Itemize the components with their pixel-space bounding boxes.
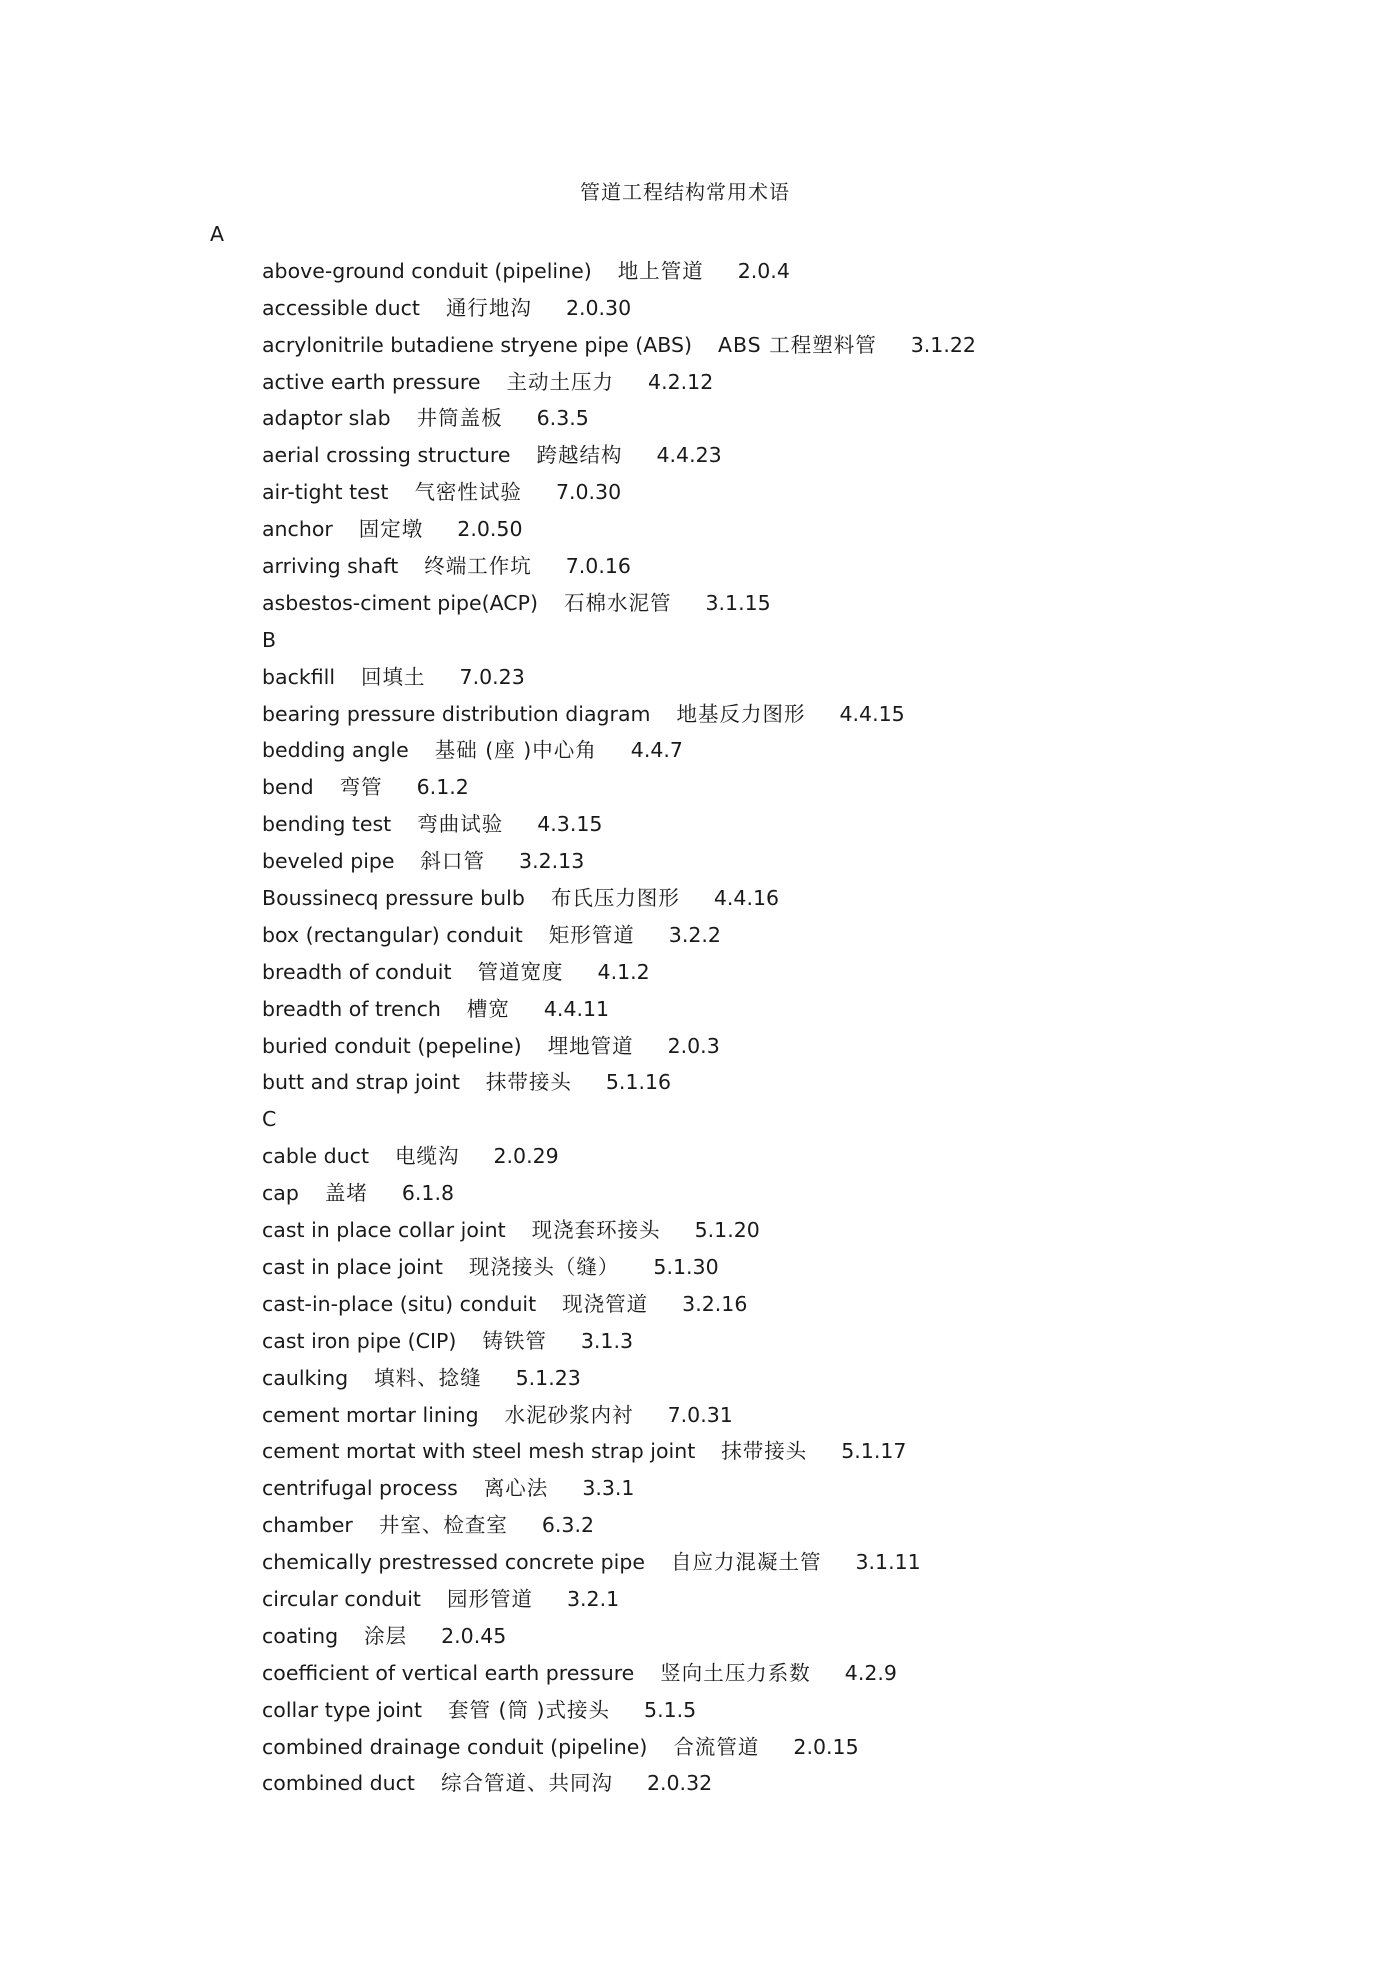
- glossary-entry: [262, 1618, 1310, 1655]
- term-english: bedding angle: [262, 738, 409, 763]
- term-chinese: 斜口管: [420, 849, 486, 874]
- section-number: 3.1.3: [580, 1328, 634, 1353]
- term-chinese: 固定墩: [358, 517, 424, 542]
- term-english: box (rectangular) conduit: [262, 922, 523, 947]
- term-english: coating: [262, 1623, 339, 1648]
- term-chinese: 抹带接头: [721, 1439, 808, 1464]
- section-number: 4.4.11: [543, 996, 610, 1021]
- term-chinese: 弯管: [339, 775, 383, 800]
- glossary-entry: [262, 1360, 1310, 1397]
- term-chinese: 通行地沟: [445, 295, 532, 320]
- section-number: 3.3.1: [582, 1476, 635, 1501]
- term-english: cast in place joint: [262, 1254, 443, 1279]
- section-number: 5.1.17: [841, 1439, 907, 1464]
- term-chinese: 现浇套环接头: [531, 1218, 661, 1243]
- section-number: 3.1.22: [910, 332, 976, 357]
- section-number: 4.1.2: [597, 959, 650, 984]
- section-number: 6.3.5: [536, 406, 589, 431]
- term-chinese: 布氏压力图形: [550, 886, 680, 911]
- term-english: bend: [262, 775, 314, 800]
- glossary-entry: [262, 1692, 1310, 1729]
- term-chinese: 石棉水泥管: [563, 590, 672, 615]
- section-number: 2.0.50: [457, 517, 523, 542]
- glossary-entry: [262, 1507, 1310, 1544]
- section-letter: A: [210, 222, 225, 246]
- section-number: 5.1.5: [644, 1697, 697, 1722]
- term-chinese: 弯曲试验: [417, 812, 504, 837]
- section-number: 7.0.30: [555, 480, 622, 505]
- section-number: 4.3.15: [537, 812, 603, 837]
- glossary-entry: [262, 548, 1310, 585]
- section-number: 6.1.8: [401, 1181, 455, 1206]
- term-english: aerial crossing structure: [262, 443, 511, 468]
- term-chinese: 合流管道: [673, 1734, 760, 1759]
- glossary-entry: [262, 991, 1310, 1028]
- glossary-entry: [262, 1765, 1310, 1802]
- term-chinese: 矩形管道: [548, 922, 635, 947]
- section-number: 6.3.2: [541, 1513, 595, 1538]
- term-english: cable duct: [262, 1144, 369, 1169]
- section-number: 3.1.15: [705, 590, 771, 615]
- term-english: centrifugal process: [262, 1476, 458, 1501]
- glossary-entry: [262, 954, 1310, 991]
- section-number: 5.1.20: [694, 1218, 760, 1243]
- glossary-entry: [262, 1212, 1310, 1249]
- term-chinese: 基础 (座 )中心角: [434, 738, 597, 763]
- section-number: 4.4.16: [713, 886, 780, 911]
- term-english: Boussinecq pressure bulb: [262, 886, 525, 911]
- term-english: combined duct: [262, 1771, 415, 1796]
- glossary-entry: [262, 1470, 1310, 1507]
- term-english: breadth of trench: [262, 996, 441, 1021]
- term-english: adaptor slab: [262, 406, 391, 431]
- glossary-entry: [262, 696, 1310, 733]
- section-number: 4.2.12: [648, 369, 714, 394]
- glossary-entry: [262, 474, 1310, 511]
- section-number: 7.0.31: [667, 1402, 733, 1427]
- term-english: above-ground conduit (pipeline): [262, 258, 592, 283]
- term-chinese: 综合管道、共同沟: [440, 1771, 613, 1796]
- term-chinese: 涂层: [364, 1623, 408, 1648]
- glossary-entry: [262, 659, 1310, 696]
- term-chinese: 铸铁管: [482, 1328, 547, 1353]
- term-english: anchor: [262, 517, 333, 542]
- section-number: 3.2.13: [519, 849, 585, 874]
- glossary-entry: [262, 1064, 1310, 1101]
- term-english: caulking: [262, 1365, 349, 1390]
- term-chinese: 园形管道: [446, 1586, 533, 1611]
- term-english: acrylonitrile butadiene stryene pipe (ABS): [262, 332, 692, 357]
- term-chinese: 盖堵: [324, 1181, 368, 1206]
- term-english: backfill: [262, 664, 336, 689]
- glossary-entry: [262, 1323, 1310, 1360]
- term-english: arriving shaft: [262, 554, 399, 579]
- term-chinese: 离心法: [483, 1476, 549, 1501]
- section-number: 4.4.23: [656, 443, 722, 468]
- glossary-entry: [262, 1175, 1310, 1212]
- term-chinese: 井筒盖板: [416, 406, 503, 431]
- term-english: chamber: [262, 1513, 353, 1538]
- glossary-entry: [262, 511, 1310, 548]
- term-chinese: 井室、检查室: [378, 1513, 508, 1538]
- term-chinese: 填料、捻缝: [374, 1365, 482, 1390]
- glossary-entry: [262, 290, 1310, 327]
- glossary-entry: [262, 917, 1310, 954]
- term-english: asbestos-ciment pipe(ACP): [262, 590, 538, 615]
- section-number: 4.4.7: [630, 738, 683, 763]
- section-number: 2.0.15: [793, 1734, 859, 1759]
- term-chinese: 回填土: [361, 664, 426, 689]
- term-chinese: 竖向土压力系数: [660, 1660, 811, 1685]
- term-chinese: ABS 工程塑料管: [717, 332, 877, 357]
- term-chinese: 埋地管道: [547, 1033, 634, 1058]
- term-english: combined drainage conduit (pipeline): [262, 1734, 648, 1759]
- glossary-entry: [262, 1028, 1310, 1065]
- section-number: 2.0.29: [493, 1144, 559, 1169]
- glossary-entry: [262, 1544, 1310, 1581]
- glossary-entry: [262, 327, 1310, 364]
- glossary-entry: [262, 364, 1310, 401]
- term-chinese: 槽宽: [466, 996, 510, 1021]
- term-chinese: 现浇管道: [562, 1291, 649, 1316]
- term-chinese: 跨越结构: [536, 443, 623, 468]
- glossary-entry: [262, 1249, 1310, 1286]
- term-chinese: 水泥砂浆内衬: [504, 1402, 634, 1427]
- term-english: bending test: [262, 812, 392, 837]
- glossary-entry: [262, 400, 1310, 437]
- glossary-entry: [262, 1397, 1310, 1434]
- term-english: active earth pressure: [262, 369, 481, 394]
- term-english: cast iron pipe (CIP): [262, 1328, 457, 1353]
- section-number: 5.1.23: [515, 1365, 581, 1390]
- document-title: 管道工程结构常用术语: [580, 180, 790, 204]
- section-number: 4.2.9: [844, 1660, 897, 1685]
- term-chinese: 管道宽度: [477, 959, 564, 984]
- term-english: buried conduit (pepeline): [262, 1033, 522, 1058]
- term-english: cast-in-place (situ) conduit: [262, 1291, 537, 1316]
- glossary-list: [210, 216, 1310, 1802]
- section-number: 3.1.11: [855, 1550, 921, 1575]
- glossary-entry: [262, 843, 1310, 880]
- term-chinese: 终端工作坑: [424, 554, 532, 579]
- section-number: 2.0.32: [646, 1771, 713, 1796]
- glossary-entry: [262, 253, 1310, 290]
- glossary-entry: [262, 1729, 1310, 1766]
- glossary-entry: [262, 1138, 1310, 1175]
- term-chinese: 抹带接头: [485, 1070, 572, 1095]
- glossary-entry: [262, 769, 1310, 806]
- section-number: 4.4.15: [839, 701, 905, 726]
- term-chinese: 主动土压力: [506, 369, 615, 394]
- term-english: chemically prestressed concrete pipe: [262, 1550, 645, 1575]
- term-chinese: 气密性试验: [414, 480, 522, 505]
- section-number: 3.2.16: [682, 1291, 748, 1316]
- term-english: accessible duct: [262, 295, 420, 320]
- term-chinese: 自应力混凝土管: [671, 1550, 822, 1575]
- glossary-entry: [262, 1286, 1310, 1323]
- term-english: breadth of conduit: [262, 959, 452, 984]
- section-number: 2.0.3: [667, 1033, 720, 1058]
- term-english: cement mortat with steel mesh strap joint: [262, 1439, 696, 1464]
- section-number: 5.1.16: [605, 1070, 672, 1095]
- section-number: 2.0.30: [565, 295, 632, 320]
- term-chinese: 现浇接头（缝）: [468, 1254, 620, 1279]
- glossary-entry: [262, 437, 1310, 474]
- glossary-entry: [262, 732, 1310, 769]
- term-english: coefficient of vertical earth pressure: [262, 1660, 635, 1685]
- glossary-entry: [262, 880, 1310, 917]
- term-english: cast in place collar joint: [262, 1218, 506, 1243]
- term-english: bearing pressure distribution diagram: [262, 701, 651, 726]
- section-number: 6.1.2: [416, 775, 469, 800]
- term-english: circular conduit: [262, 1586, 421, 1611]
- section-number: 2.0.4: [737, 258, 790, 283]
- term-chinese: 地基反力图形: [676, 701, 806, 726]
- term-chinese: 套管 (筒 )式接头: [448, 1697, 611, 1722]
- glossary-entry: [262, 585, 1310, 622]
- term-english: cap: [262, 1181, 299, 1206]
- section-number: 3.2.1: [566, 1586, 620, 1611]
- term-chinese: 电缆沟: [394, 1144, 460, 1169]
- section-letter: B: [262, 627, 277, 652]
- term-english: butt and strap joint: [262, 1070, 460, 1095]
- section-letter: C: [262, 1107, 277, 1132]
- term-chinese: 地上管道: [617, 258, 704, 283]
- term-english: collar type joint: [262, 1697, 422, 1722]
- term-english: cement mortar lining: [262, 1402, 479, 1427]
- section-number: 7.0.23: [459, 664, 525, 689]
- section-number: 2.0.45: [441, 1623, 507, 1648]
- glossary-entry: [262, 1655, 1310, 1692]
- section-number: 3.2.2: [668, 922, 721, 947]
- section-number: 5.1.30: [653, 1254, 719, 1279]
- glossary-entry: [262, 1433, 1310, 1470]
- term-english: beveled pipe: [262, 849, 395, 874]
- section-number: 7.0.16: [565, 554, 631, 579]
- glossary-entry: [262, 806, 1310, 843]
- term-english: air-tight test: [262, 480, 389, 505]
- glossary-entry: [262, 1581, 1310, 1618]
